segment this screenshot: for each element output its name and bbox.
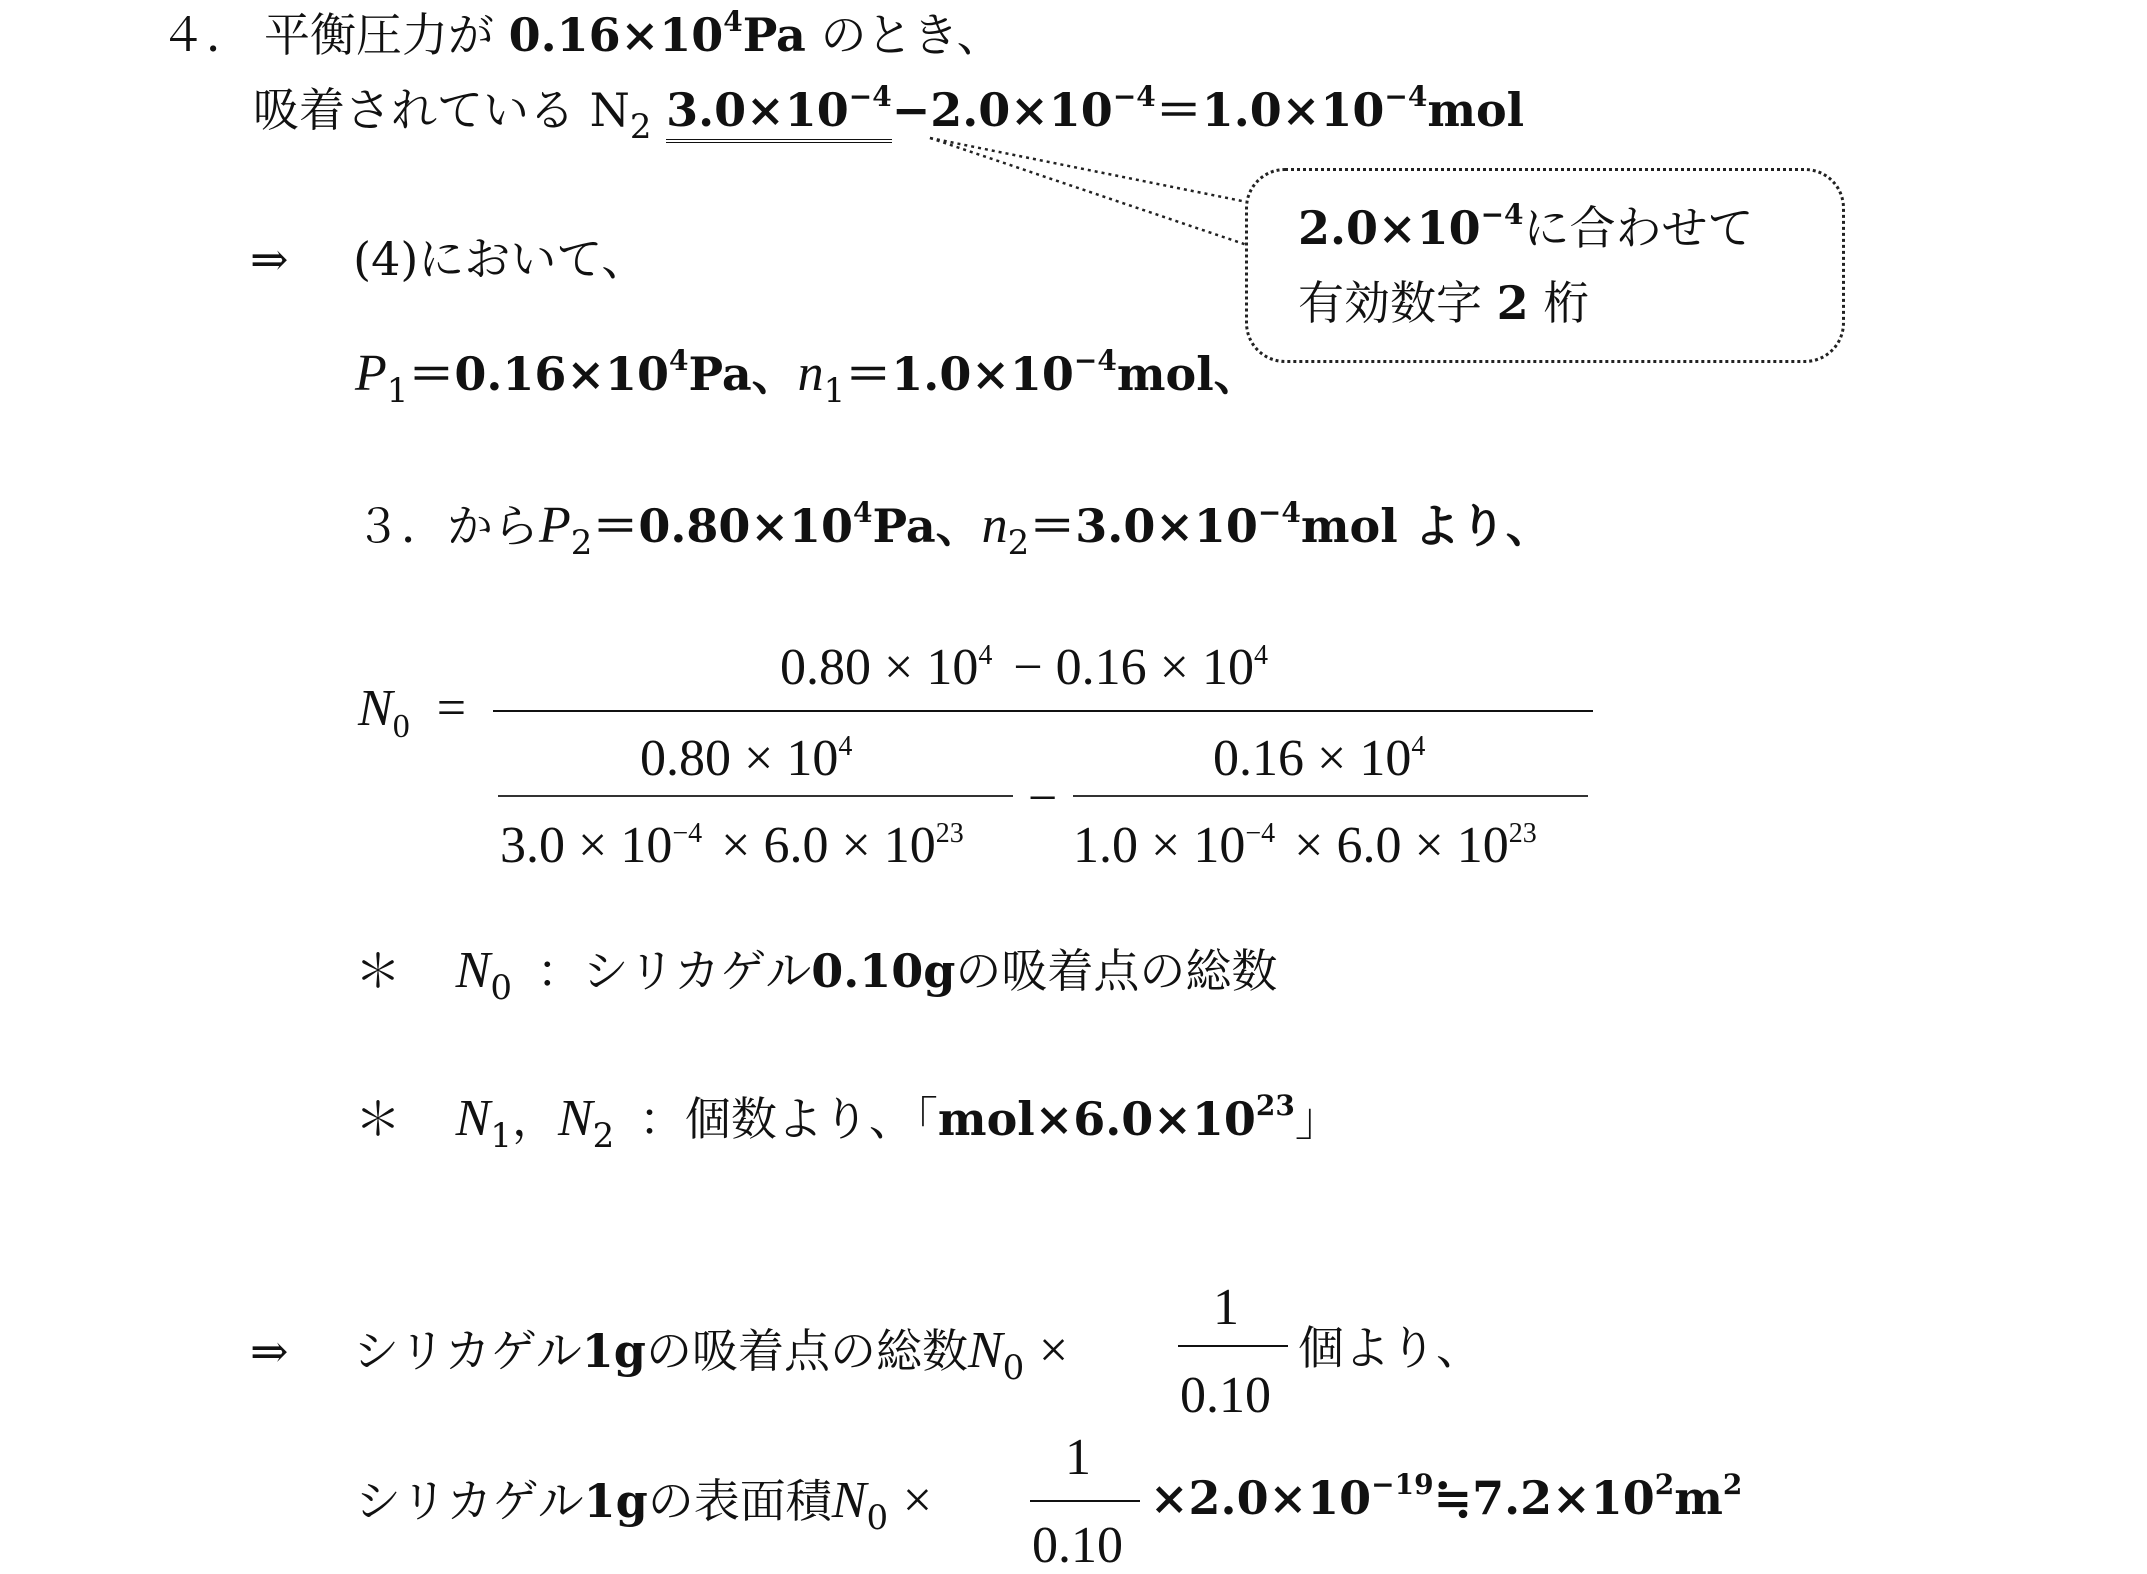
callout-box bbox=[1245, 168, 1845, 363]
step-2-frac-num: 1 bbox=[1213, 1279, 1239, 1336]
callout-line-2: 有効数字 2 桁 bbox=[1298, 276, 1590, 330]
adsorbed-line: 吸着されている $N_2$ $3.0\times 10^{-4}-2.0\times 10^{-4}=1.0\times 10^{-4}mol$ bbox=[253, 80, 1525, 147]
arrow-icon: ⇒ bbox=[250, 232, 289, 286]
pressure-value: $0.16\times 10^4Pa$ bbox=[508, 5, 806, 62]
step-2-tail: 個より、 bbox=[1298, 1321, 1482, 1375]
formula-denominator-minus: − bbox=[1028, 770, 1058, 827]
formula-main-bar bbox=[493, 710, 1593, 712]
step-3-frac-bar bbox=[1030, 1500, 1140, 1502]
step-3-frac-den: 0.10 bbox=[1032, 1517, 1123, 1574]
line-4: ４． 平衡圧力が $0.16\times 10^4Pa$ のとき、 bbox=[160, 5, 1003, 62]
item-number: ４． bbox=[160, 8, 252, 62]
asterisk-icon: ＊ bbox=[355, 944, 401, 998]
formula-d1-num: $0.80 \times 10^4$ bbox=[640, 730, 853, 787]
step-2-frac-den: 0.10 bbox=[1180, 1367, 1271, 1424]
arrow-icon: ⇒ bbox=[250, 1324, 289, 1378]
formula-d2-den: $1.0 \times 10^{-4} \times 6.0 \times 10^{23}$ bbox=[1073, 817, 1537, 874]
step-3-result: $\times 2.0\times 10^{-19}≒7.2\times 10^2m^2$ bbox=[1150, 1468, 1743, 1525]
p2-line: ３．から$P_2=0.80\times 10^4Pa$、$n_2=3.0\times 10^{-4}mol$ より、 bbox=[355, 496, 1552, 563]
step-3-frac-num: 1 bbox=[1065, 1429, 1091, 1486]
step-3: シリカゲル1gの表面積$N_0$ × bbox=[355, 1472, 933, 1538]
step-2-frac-bar bbox=[1178, 1345, 1288, 1347]
note-1: ＊ $N_0$ ：シリカゲル0.10gの吸着点の総数 bbox=[355, 942, 1278, 1008]
step-1: ⇒ (4)において、 bbox=[250, 232, 648, 286]
note-2: ＊ $N_1$，$N_2$ ：個数より、「$mol\times 6.0\times 10^{23}$」 bbox=[355, 1089, 1341, 1156]
step-2: ⇒ シリカゲル1gの吸着点の総数$N_0$ × bbox=[250, 1322, 1069, 1388]
asterisk-icon: ＊ bbox=[355, 1092, 401, 1146]
formula-d2-bar bbox=[1073, 795, 1588, 797]
formula-numerator: $0.80 \times 10^4 - 0.16 \times 10^4$ bbox=[780, 639, 1268, 696]
p1-line: $P_1=0.16\times 10^4Pa$、$n_1=1.0\times 10^{-4}mol$、 bbox=[355, 344, 1260, 411]
callout-line-1: $2.0\times 10^{-4}$に合わせて bbox=[1298, 198, 1754, 255]
formula-d2-num: $0.16 \times 10^4$ bbox=[1213, 730, 1426, 787]
underlined-value: $3.0\times 10^{-4}$ bbox=[666, 83, 892, 143]
formula-d1-den: $3.0 \times 10^{-4} \times 6.0 \times 10^{23}$ bbox=[500, 817, 964, 874]
formula-lhs: $N_0$ = bbox=[358, 680, 467, 745]
formula-d1-bar bbox=[498, 795, 1013, 797]
